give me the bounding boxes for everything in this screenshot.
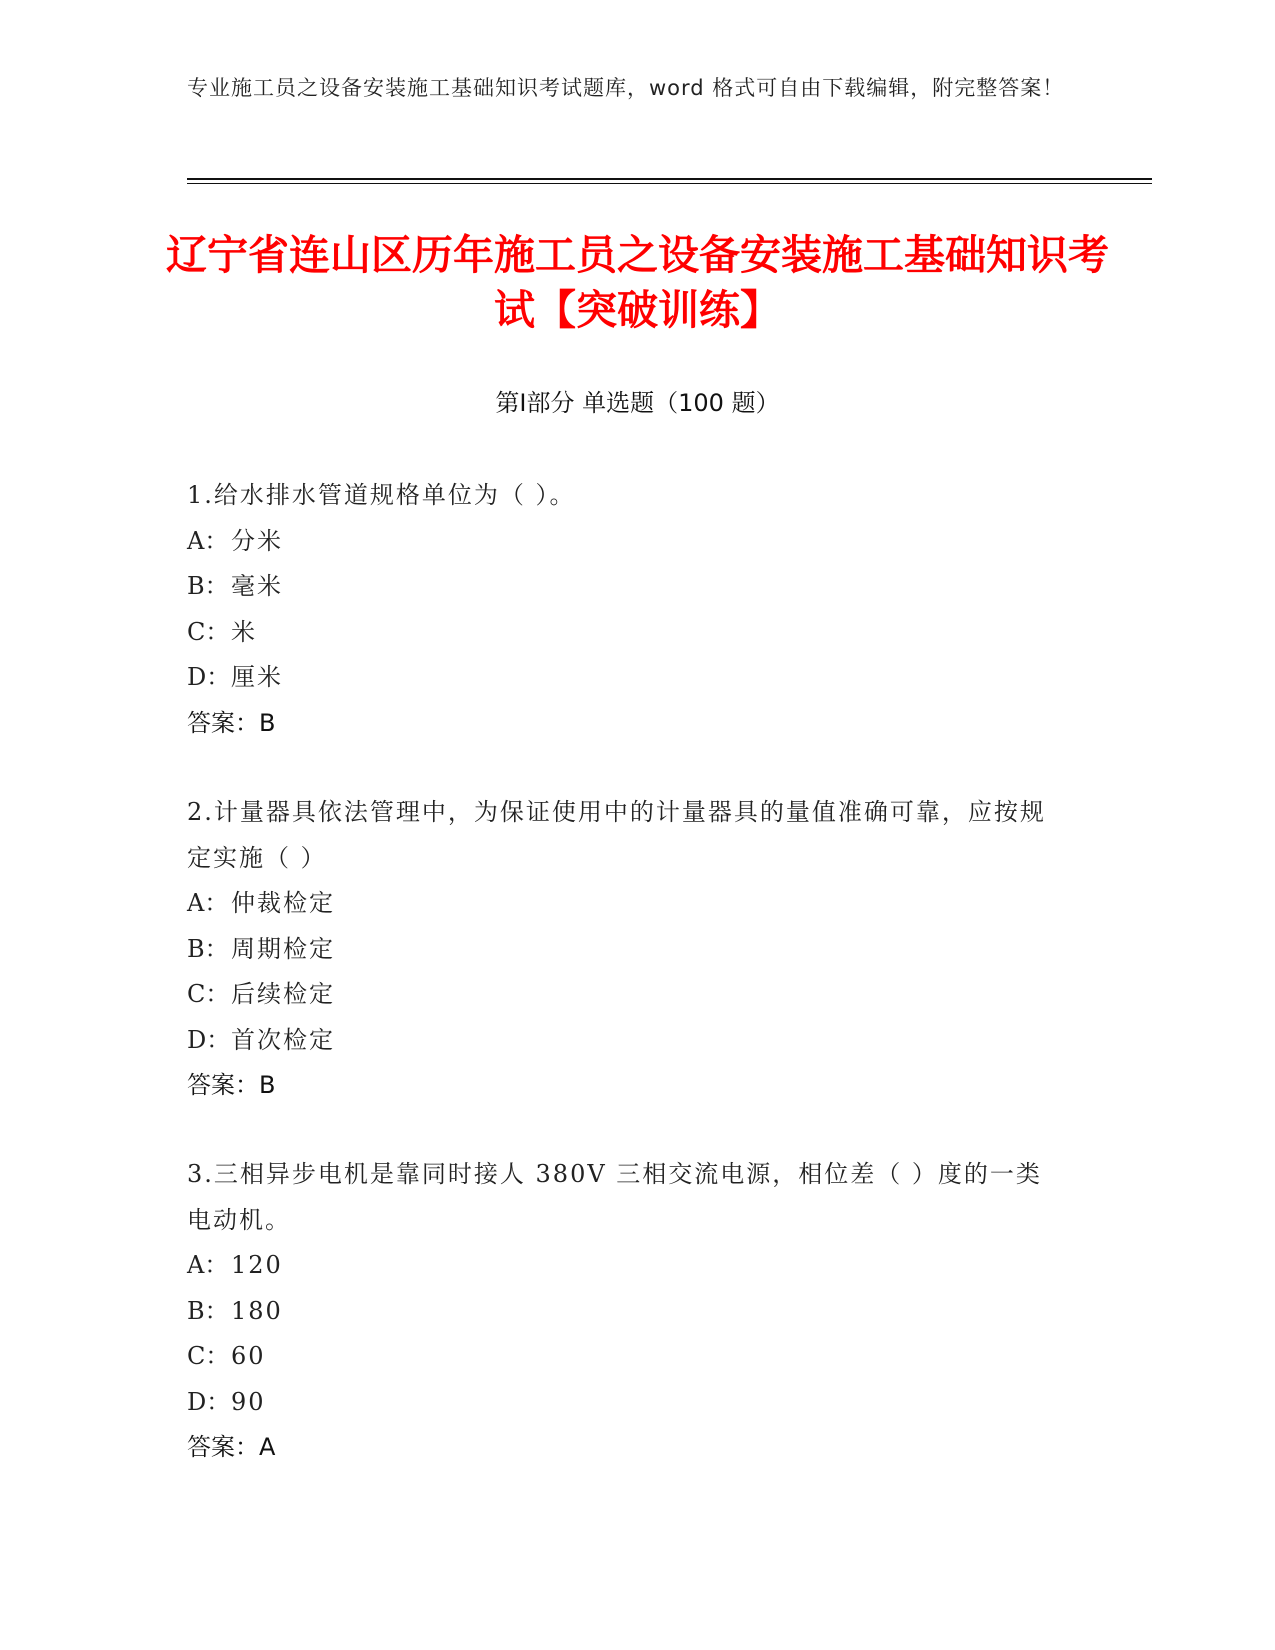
- option-c: [187, 610, 1067, 656]
- answer-line: 答案：B: [187, 1071, 276, 1099]
- option-b: [187, 1289, 1067, 1335]
- option-letter: D：: [187, 663, 231, 691]
- option-text: 180: [231, 1296, 283, 1325]
- document-title: 辽宁省连山区历年施工员之设备安装施工基础知识考试【突破训练】: [166, 231, 1109, 334]
- option-text: 首次检定: [231, 1025, 335, 1054]
- answer-line: 答案：A: [187, 1433, 276, 1461]
- header-divider-thick: [187, 178, 1152, 180]
- option-letter: B：: [187, 934, 229, 963]
- option-letter: C：: [187, 980, 230, 1008]
- header-divider-thin: [187, 183, 1152, 184]
- question-3: [187, 1152, 1067, 1471]
- option-text: 毫米: [231, 572, 283, 600]
- section-heading: 第Ⅰ部分 单选题（100 题）: [495, 389, 780, 417]
- option-a: [187, 881, 1067, 927]
- question-1: [187, 473, 1067, 746]
- question-stem: 2.计量器具依法管理中，为保证使用中的计量器具的量值准确可靠，应按规定实施（ ）: [187, 798, 1046, 872]
- option-a: [187, 1243, 1067, 1289]
- option-letter: D：: [187, 1387, 231, 1416]
- option-text: 仲裁检定: [231, 889, 335, 917]
- option-text: 后续检定: [231, 980, 335, 1008]
- option-text: 90: [231, 1387, 266, 1416]
- question-stem: 3.三相异步电机是靠同时接人 380V 三相交流电源，相位差（ ）度的一类电动机。: [187, 1160, 1042, 1234]
- page-header-note: 专业施工员之设备安装施工基础知识考试题库，word 格式可自由下载编辑，附完整答案！: [187, 76, 1065, 100]
- option-a: [187, 519, 1067, 565]
- option-c: [187, 1334, 1067, 1380]
- option-text: 周期检定: [231, 934, 335, 963]
- option-letter: C：: [187, 617, 230, 646]
- option-text: 厘米: [231, 663, 283, 691]
- option-letter: D：: [187, 1025, 231, 1054]
- question-2: [187, 790, 1067, 1109]
- option-letter: B：: [187, 572, 229, 600]
- option-letter: A：: [187, 889, 229, 917]
- option-d: [187, 655, 1067, 701]
- option-b: [187, 927, 1067, 973]
- option-text: 米: [231, 617, 257, 646]
- option-text: 120: [231, 1251, 283, 1279]
- option-text: 分米: [231, 526, 283, 555]
- answer-line: 答案：B: [187, 708, 276, 737]
- option-d: [187, 1380, 1067, 1426]
- option-b: [187, 564, 1067, 610]
- option-letter: C：: [187, 1342, 230, 1370]
- option-c: [187, 972, 1067, 1018]
- question-stem: 1.给水排水管道规格单位为（ ）。: [187, 481, 576, 509]
- option-letter: B：: [187, 1296, 229, 1325]
- option-letter: A：: [187, 526, 229, 555]
- option-text: 60: [231, 1342, 266, 1370]
- option-letter: A：: [187, 1251, 229, 1279]
- option-d: [187, 1018, 1067, 1064]
